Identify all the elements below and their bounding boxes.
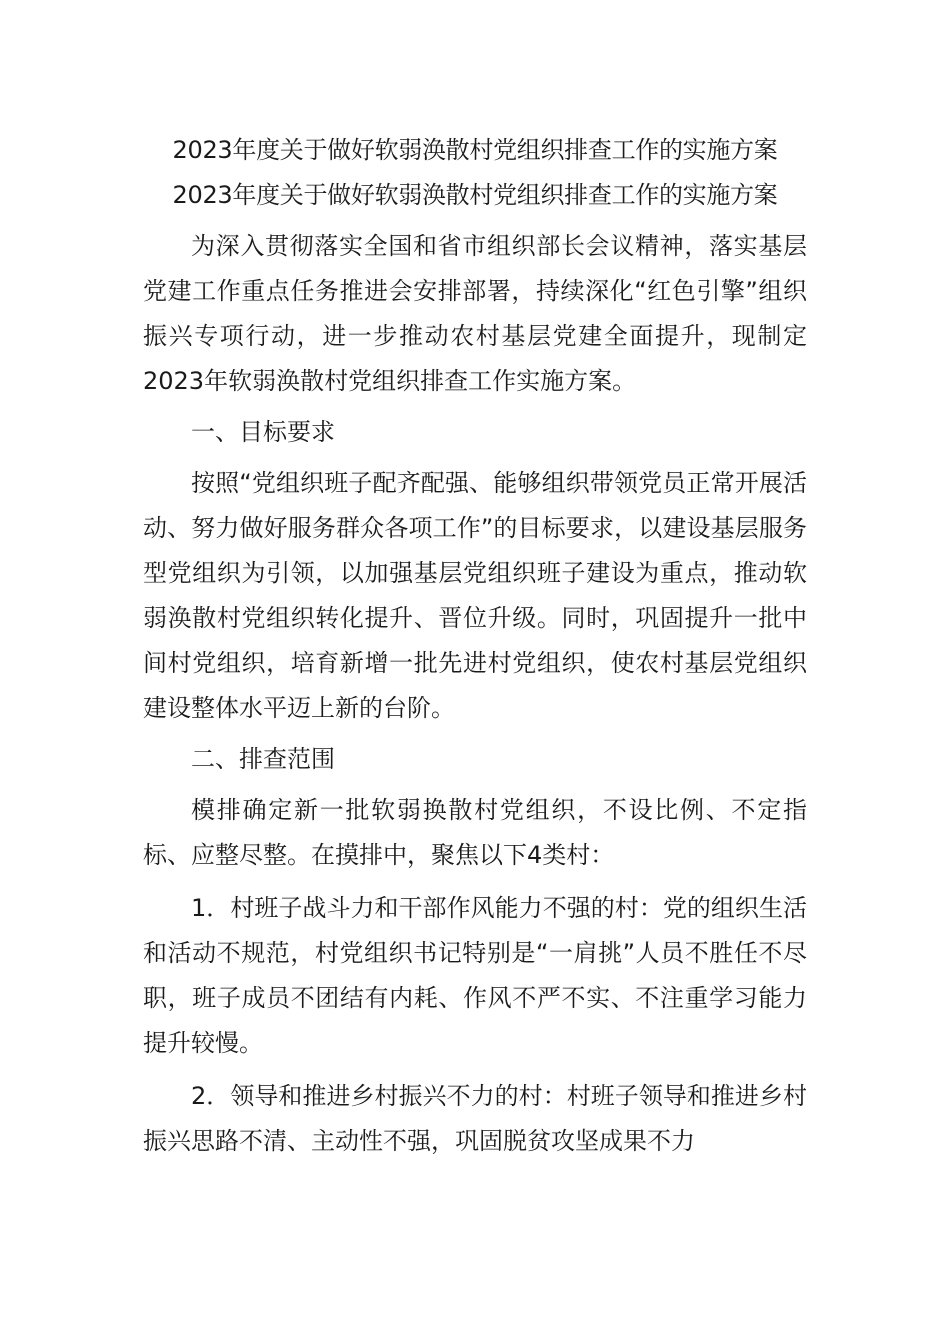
list-item: 2．领导和推进乡村振兴不力的村：村班子领导和推进乡村振兴思路不清、主动性不强，巩固脱贫攻坚成果不力 [143,1082,807,1155]
document-title-repeat: 2023年度关于做好软弱涣散村党组织排查工作的实施方案 [172,181,778,209]
document-body [143,128,807,1164]
section-heading-scope: 二、排查范围 [191,745,335,773]
section-heading-goals: 一、目标要求 [191,418,335,446]
list-item: 1．村班子战斗力和干部作风能力不强的村：党的组织生活和活动不规范，村党组织书记特别是“一肩挑”人员不胜任不尽职，班子成员不团结有内耗、作风不严不实、不注重学习能力提升较慢。 [143,894,807,1057]
intro-paragraph: 为深入贯彻落实全国和省市组织部长会议精神，落实基层党建工作重点任务推进会安排部署，持续深化“红色引擎”组织振兴专项行动，进一步推动农村基层党建全面提升，现制定2023年软弱涣散村党组织排查工作实施方案。 [143,232,807,395]
document-title: 2023年度关于做好软弱涣散村党组织排查工作的实施方案 [172,136,778,164]
section-body-scope: 模排确定新一批软弱换散村党组织，不设比例、不定指标、应整尽整。在摸排中，聚焦以下4类村： [143,796,807,869]
section-body-goals: 按照“党组织班子配齐配强、能够组织带领党员正常开展活动、努力做好服务群众各项工作”的目标要求，以建设基层服务型党组织为引领，以加强基层党组织班子建设为重点，推动软弱涣散村党组织转化提升、晋位升级。同时，巩固提升一批中间村党组织，培育新增一批先进村党组织，使农村基层党组织建设整体水平迈上新的台阶。 [143,469,807,722]
